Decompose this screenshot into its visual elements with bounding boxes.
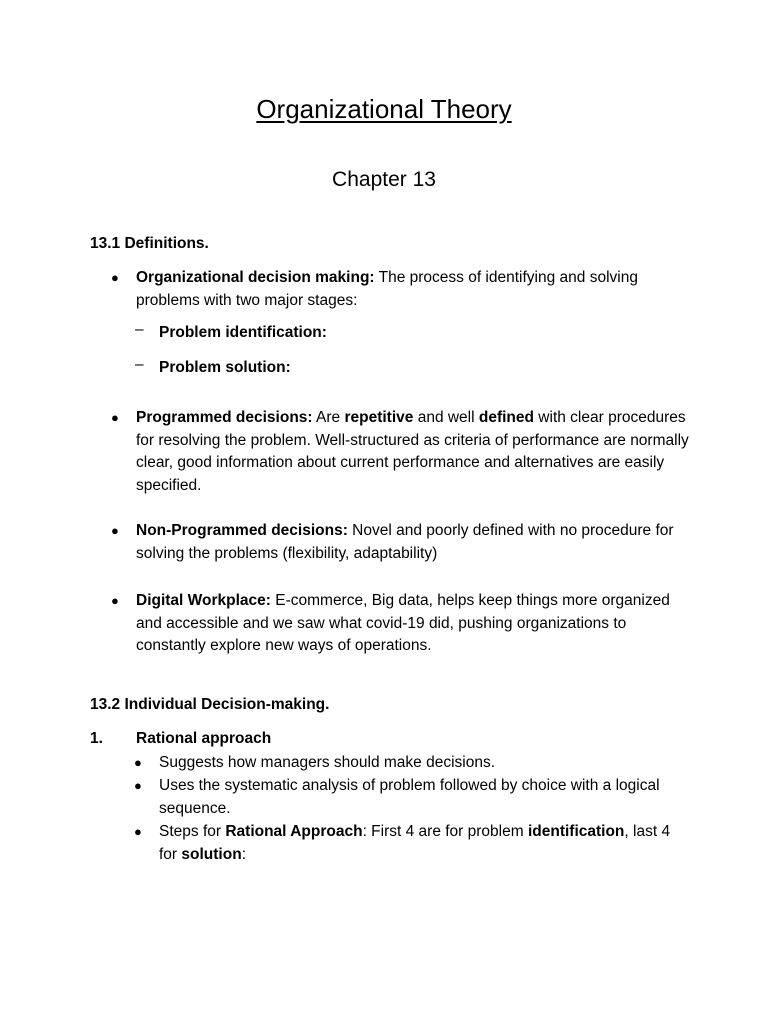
list-item-organizational-decision-making xyxy=(111,267,696,312)
sub-bullet-steps: ● Steps for Rational Approach: First 4 are for problem identification, last 4 for solution: xyxy=(134,823,671,863)
term: Organizational decision making: xyxy=(136,269,375,286)
stage-problem-solution: – Problem solution: xyxy=(135,356,291,376)
item-number: 1. xyxy=(90,730,103,747)
numbered-item-rational-approach xyxy=(90,728,271,750)
bullet-icon: ● xyxy=(111,593,119,608)
sub-bullet-suggests: ● Suggests how managers should make decisions. xyxy=(159,752,689,775)
term: Non-Programmed decisions: xyxy=(136,522,348,539)
list-item-digital-workplace: ● Digital Workplace: E-commerce, Big data, helps keep things more organized and accessible and we saw what covid-19 did, pushing organizations to constantly explore new ways of operations. xyxy=(111,592,670,654)
list-item-programmed-decisions: ● Programmed decisions: Are repetitive and well defined with clear procedures for resolving the problem. Well-structured as criteria of performance are normally clear, good information about current performance and alternatives are easily specified. xyxy=(111,409,689,494)
page-title: Organizational Theory xyxy=(256,94,512,124)
item-label: Rational approach xyxy=(136,730,272,747)
section-heading-definitions: 13.1 Definitions. xyxy=(90,235,209,252)
term: Programmed decisions: xyxy=(136,409,313,426)
bullet-icon: ● xyxy=(111,410,119,425)
dash-icon: – xyxy=(135,356,144,373)
bullet-icon: ● xyxy=(111,270,119,285)
term: Digital Workplace: xyxy=(136,592,271,609)
chapter-heading: Chapter 13 xyxy=(332,168,436,191)
section-heading-individual-decision-making: 13.2 Individual Decision-making. xyxy=(90,696,330,713)
bullet-icon: ● xyxy=(134,824,142,839)
list-item-non-programmed-decisions: ● Non-Programmed decisions: Novel and poorly defined with no procedure for solving the problems (flexibility, adaptability) xyxy=(111,522,674,562)
bullet-icon: ● xyxy=(134,755,142,770)
bullet-icon: ● xyxy=(111,523,119,538)
bullet-icon: ● xyxy=(134,778,142,793)
sub-bullet-systematic-analysis: ● Uses the systematic analysis of problem followed by choice with a logical sequence. xyxy=(134,777,660,817)
dash-icon: – xyxy=(135,321,144,338)
stage-problem-identification: – Problem identification: xyxy=(135,321,327,341)
definition-text: The process of identifying and solving problems with two major stages: xyxy=(136,269,638,309)
